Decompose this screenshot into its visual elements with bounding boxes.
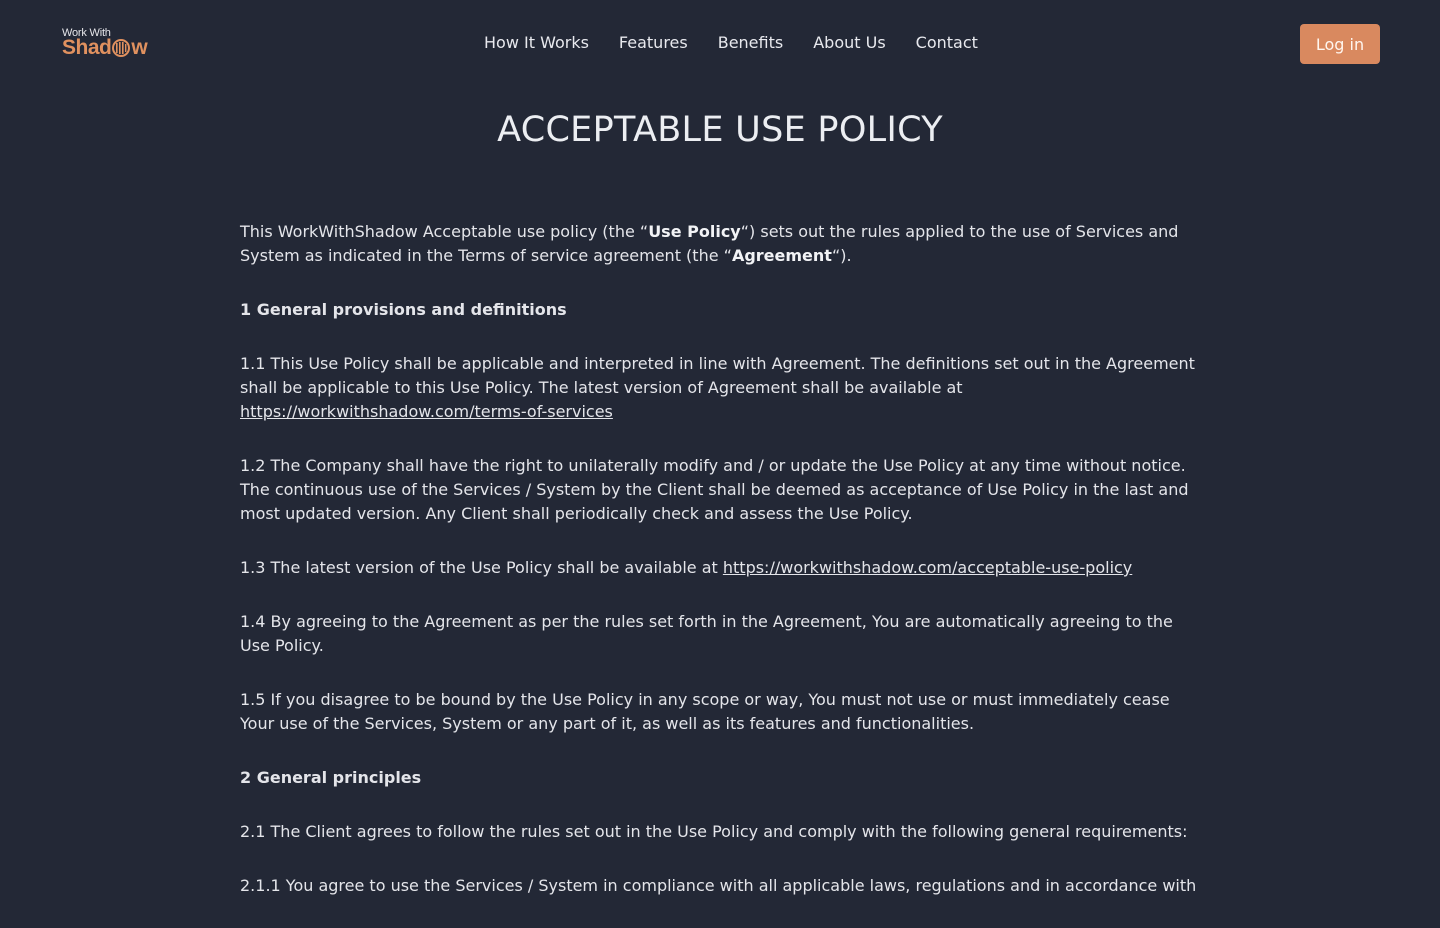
brand-logo[interactable]	[62, 27, 162, 61]
page-title: ACCEPTABLE USE POLICY	[497, 110, 943, 150]
paragraph-1-4: 1.4 By agreeing to the Agreement as per the rules set forth in the Agreement, You are automatically agreeing to the Use Policy.	[240, 612, 1173, 655]
sun-icon	[112, 39, 130, 57]
intro-bold-use-policy: Use Policy	[648, 222, 741, 241]
terms-of-services-link[interactable]: https://workwithshadow.com/terms-of-services	[240, 402, 613, 421]
nav-how-it-works[interactable]: How It Works	[484, 33, 589, 52]
intro-text-1: This WorkWithShadow Acceptable use policy (the “	[240, 222, 649, 241]
main-nav	[484, 32, 1008, 54]
intro-bold-agreement: Agreement	[731, 246, 832, 265]
paragraph-1-5: 1.5 If you disagree to be bound by the Use Policy in any scope or way, You must not use or must immediately cease Your use of the Services, System or any part of it, as well as its features and functionalities.	[240, 690, 1170, 733]
intro-text-2: “) sets out the rules applied to the use of Services and System as indicated in the Terms of service agreement (the “	[240, 222, 1179, 265]
paragraph-1-1	[240, 352, 1200, 424]
paragraph-1-3-text: 1.3 The latest version of the Use Policy shall be available at	[240, 558, 723, 577]
intro-paragraph	[240, 220, 1200, 268]
logo-main-text	[62, 36, 147, 60]
nav-contact[interactable]: Contact	[915, 33, 978, 52]
nav-features[interactable]: Features	[618, 33, 688, 52]
login-button[interactable]: Log in	[1300, 24, 1380, 64]
logo-top-text: Work With	[62, 27, 111, 39]
section-2-heading: 2 General principles	[240, 768, 422, 787]
section-1-heading: 1 General provisions and definitions	[240, 300, 567, 319]
paragraph-2-1-1: 2.1.1 You agree to use the Services / System in compliance with all applicable laws, regulations and in accordance with	[240, 876, 1197, 895]
logo-main-end: w	[131, 36, 148, 59]
nav-about-us[interactable]: About Us	[813, 33, 886, 52]
paragraph-1-3	[240, 556, 1200, 580]
intro-text-3: “).	[831, 246, 852, 265]
logo-main-start: Shad	[62, 36, 112, 59]
acceptable-use-policy-link[interactable]: https://workwithshadow.com/acceptable-use-policy	[722, 558, 1133, 577]
paragraph-1-1-text: 1.1 This Use Policy shall be applicable and interpreted in line with Agreement. The definitions set out in the Agreement shall be applicable to this Use Policy. The latest version of Agreement shall be available at	[240, 354, 1195, 397]
paragraph-2-1: 2.1 The Client agrees to follow the rules set out in the Use Policy and comply with the following general requirements:	[240, 822, 1188, 841]
site-header	[0, 0, 1440, 88]
policy-content	[240, 220, 1200, 928]
paragraph-1-2: 1.2 The Company shall have the right to unilaterally modify and / or update the Use Policy at any time without notice. The continuous use of the Services / System by the Client shall be deemed as acceptance of Use Policy in the last and most updated version. Any Client shall periodically check and assess the Use Policy.	[240, 456, 1189, 523]
nav-benefits[interactable]: Benefits	[717, 33, 784, 52]
